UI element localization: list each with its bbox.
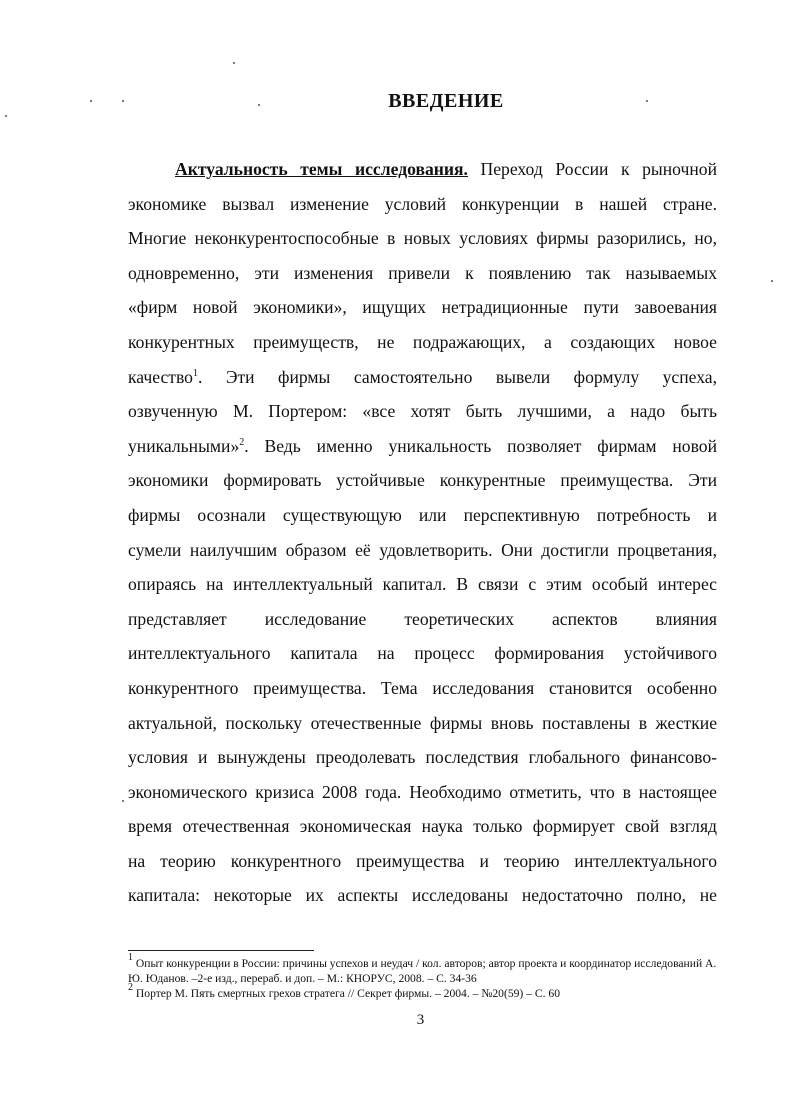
footnote-text: Опыт конкуренции в России: причины успехов и неудач / кол. авторов; автор проекта и координатор исследований А. Ю. Юданов. –2-е изд., перераб. и доп. – М.: КНОРУС, 2008. – С. 34-36 bbox=[128, 957, 717, 985]
paragraph-line: Многие неконкурентоспособные в новых условиях фирмы разорились, но, bbox=[128, 228, 717, 249]
paragraph-line: актуальной, поскольку отечественные фирмы вновь поставлены в жесткие bbox=[128, 712, 717, 733]
paragraph-line: качество$^1$. Эти фирмы самостоятельно вывели формулу успеха, bbox=[128, 366, 717, 387]
paragraph-line: опираясь на интеллектуальный капитал. В связи с этим особый интерес bbox=[128, 574, 717, 595]
paragraph-line: конкурентного преимущества. Тема исследования становится особенно bbox=[128, 677, 717, 698]
scan-speck bbox=[771, 280, 773, 282]
footnote-divider bbox=[128, 950, 314, 951]
introduction-paragraph bbox=[128, 152, 717, 913]
page-title: ВВЕДЕНИЕ bbox=[388, 90, 504, 112]
footnote-ref[interactable]: 2 bbox=[239, 436, 245, 448]
paragraph-line: конкурентных преимуществ, не подражающих, а создающих новое bbox=[128, 331, 717, 352]
paragraph-line: условия и вынуждены преодолевать последствия глобального финансово- bbox=[128, 747, 717, 768]
paragraph-line: озвученную М. Портером: «все хотят быть лучшими, а надо быть bbox=[128, 401, 717, 422]
paragraph-line: капитала: некоторые их аспекты исследованы недостаточно полно, не bbox=[128, 885, 717, 906]
scan-speck bbox=[122, 800, 124, 802]
footnote-text: Портер М. Пять смертных грехов стратега // Секрет фирмы. – 2004. – №20(59) – С. 60 bbox=[133, 987, 561, 1000]
scan-speck bbox=[5, 115, 7, 117]
paragraph-line: уникальными»$^2$. Ведь именно уникальность позволяет фирмам новой bbox=[128, 435, 717, 456]
paragraph-line: экономического кризиса 2008 года. Необходимо отметить, что в настоящее bbox=[128, 781, 717, 802]
paragraph-line: экономики формировать устойчивые конкурентные преимущества. Эти bbox=[128, 470, 717, 491]
paragraph-line: фирмы осознали существующую или перспективную потребность и bbox=[128, 504, 717, 525]
paragraph-line: одновременно, эти изменения привели к появлению так называемых bbox=[128, 262, 717, 283]
footnote-mark: 1 bbox=[128, 952, 133, 963]
paragraph-line: сумели наилучшим образом её удовлетворить. Они достигли процветания, bbox=[128, 539, 717, 560]
paragraph-line: экономике вызвал изменение условий конкуренции в нашей стране. bbox=[128, 193, 717, 214]
paragraph-line: время отечественная экономическая наука только формирует свой взгляд bbox=[128, 816, 717, 837]
paragraph-line: представляет исследование теоретических аспектов влияния bbox=[128, 608, 717, 629]
paragraph-line: на теорию конкурентного преимущества и теорию интеллектуального bbox=[128, 850, 717, 871]
paragraph-line: Актуальность темы исследования. Переход России к рыночной bbox=[175, 159, 717, 179]
footnote-mark: 2 bbox=[128, 982, 133, 993]
footnotes bbox=[128, 952, 722, 1001]
scan-speck bbox=[233, 62, 235, 64]
footnote-ref[interactable]: 1 bbox=[192, 367, 198, 379]
footnote bbox=[128, 982, 722, 1001]
section-lead: Актуальность темы исследования. bbox=[175, 159, 468, 179]
footnote bbox=[128, 952, 722, 986]
paragraph-line: интеллектуального капитала на процесс формирования устойчивого bbox=[128, 643, 717, 664]
paragraph-line: «фирм новой экономики», ищущих нетрадиционные пути завоевания bbox=[128, 297, 717, 318]
page-number: 3 bbox=[416, 1012, 425, 1028]
